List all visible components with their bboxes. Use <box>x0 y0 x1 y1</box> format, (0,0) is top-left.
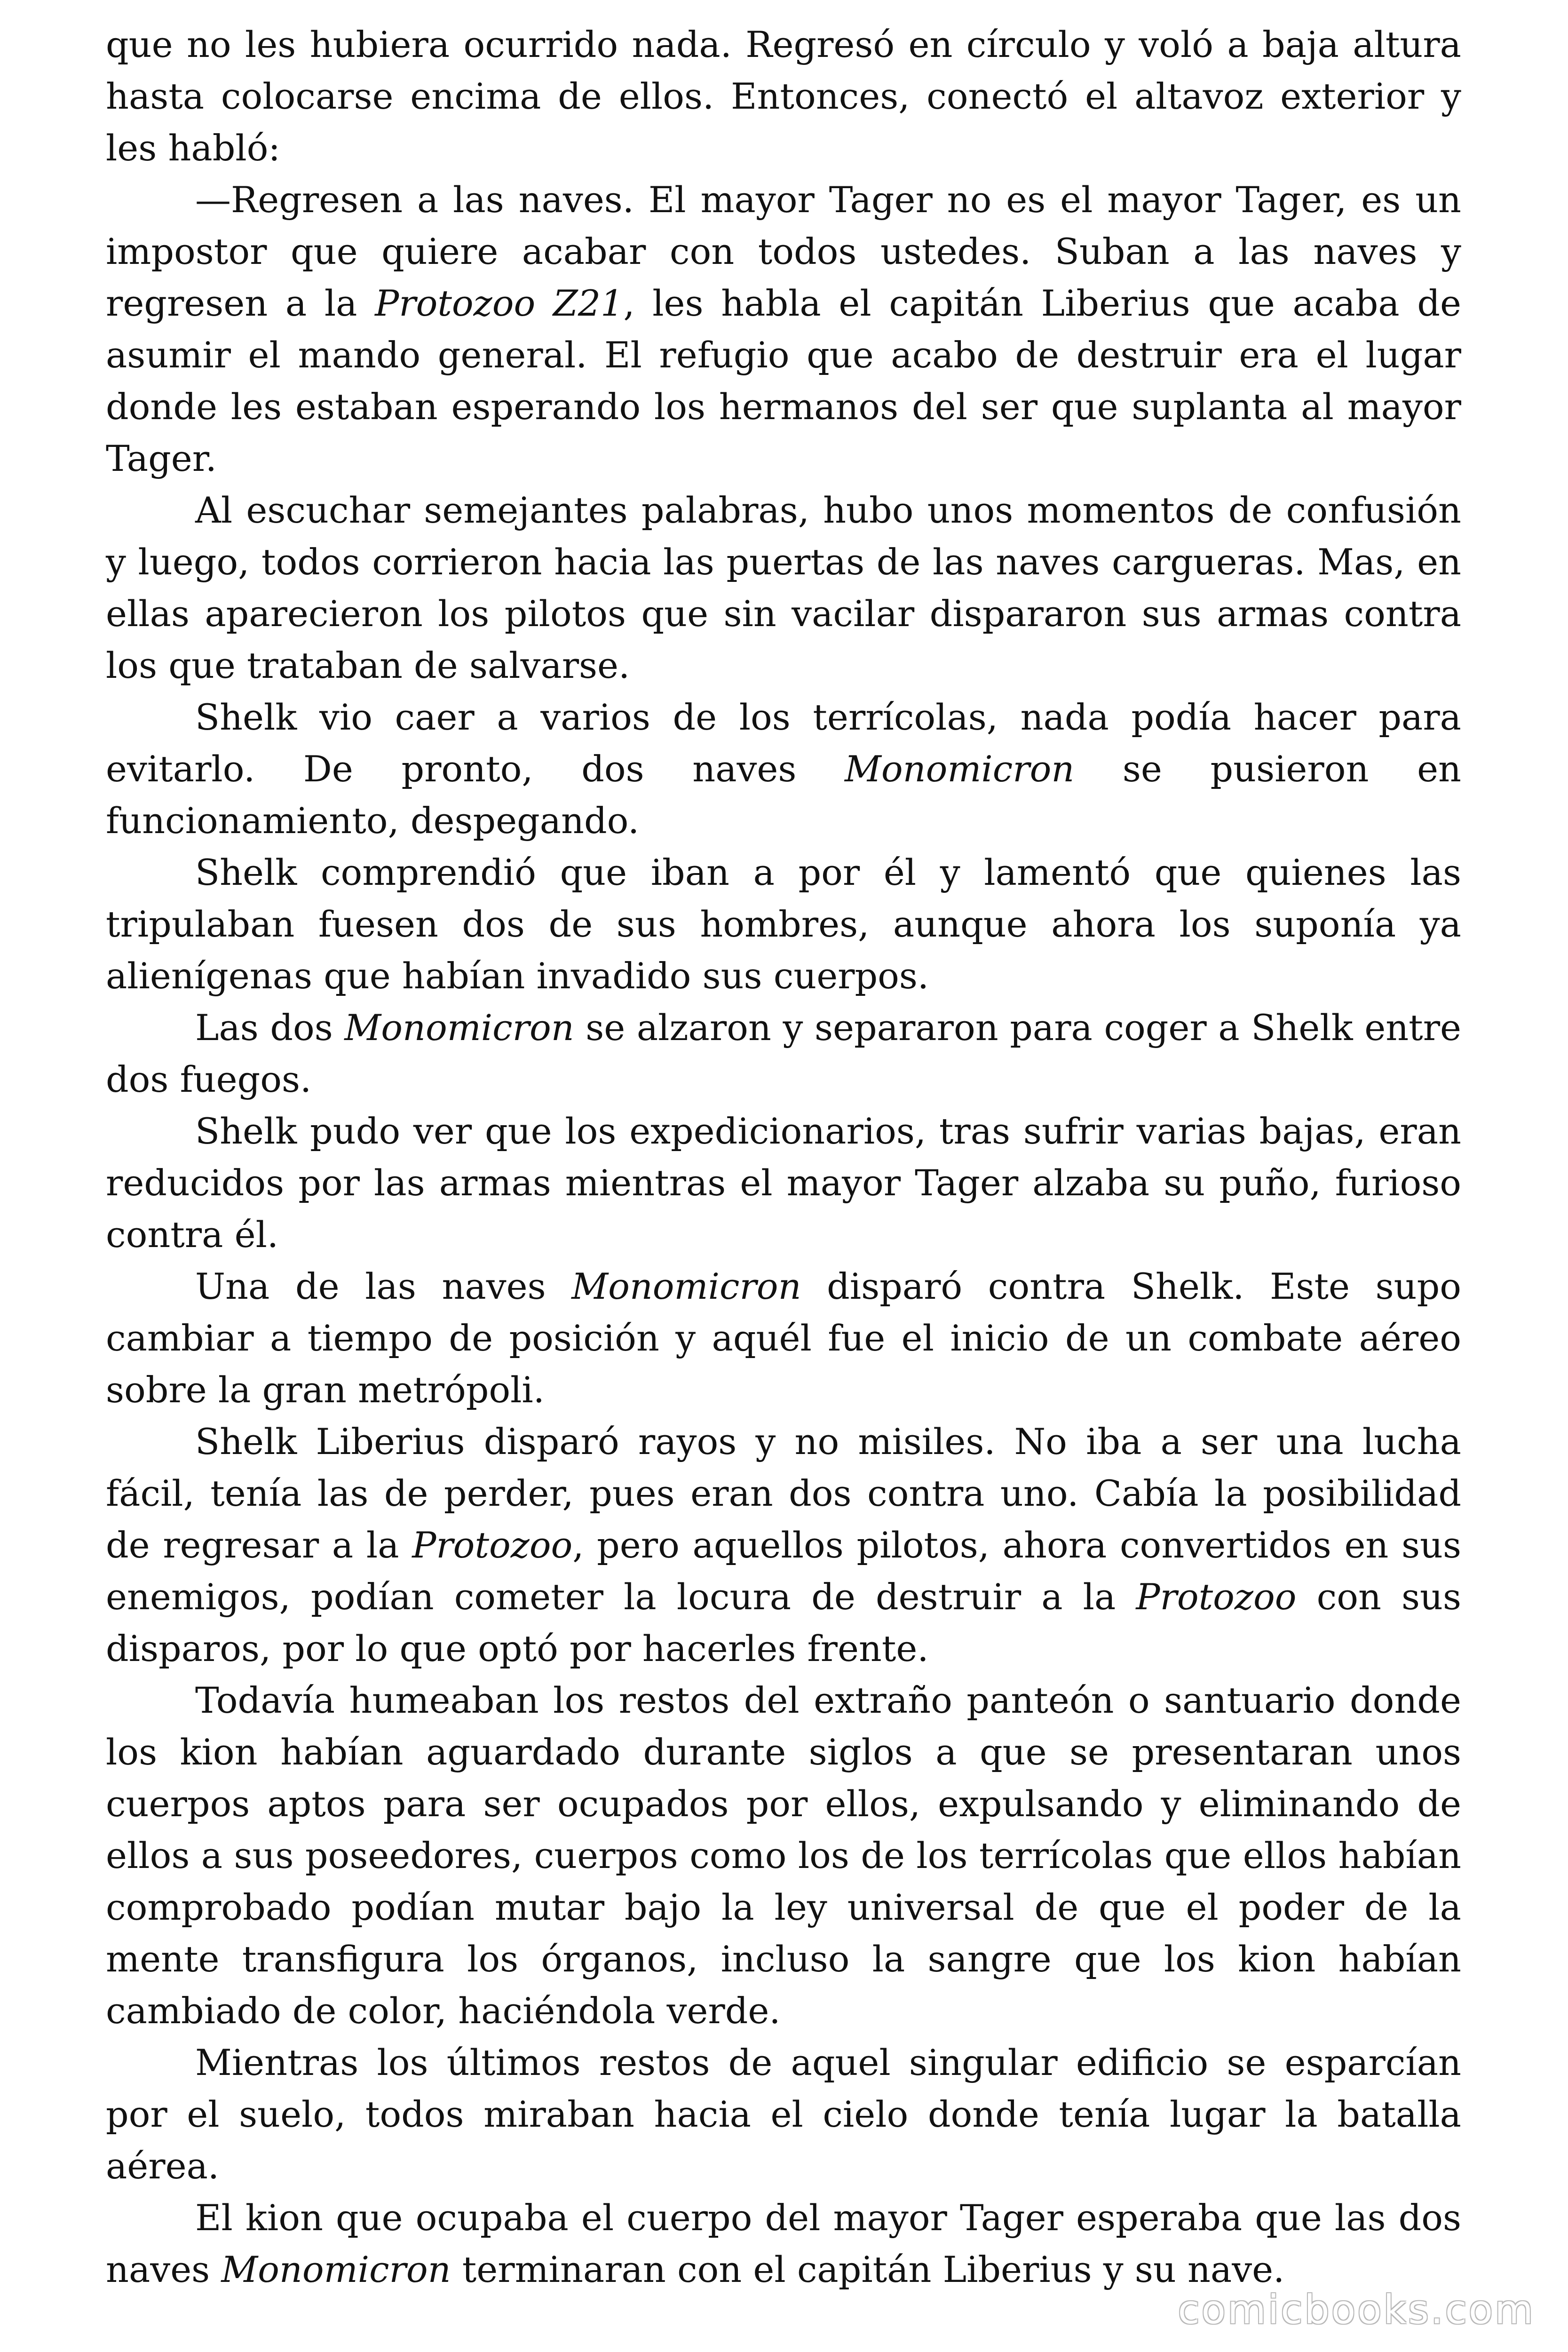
paragraph-text: , pero aquellos pilotos, ahora convertidos en sus enemigos, podían cometer la locura de destruir a la <box>106 1524 1462 1618</box>
italic-title-text: Protozoo <box>1136 1576 1297 1618</box>
italic-title-text: Monomicron <box>571 1265 801 1307</box>
paragraph-text: Shelk comprendió que iban a por él y lamentó que quienes las tripulaban fuesen dos de sus hombres, aunque ahora los suponía ya alienígenas que habían invadido sus cuerpos. <box>106 851 1461 997</box>
paragraph-text: Shelk vio caer a varios de los terrícolas, nada podía hacer para evitarlo. De pronto, dos naves <box>106 696 1461 790</box>
paragraph-text: que no les hubiera ocurrido nada. Regresó en círculo y voló a baja altura hasta colocarse encima de ellos. Entonces, conectó el altavoz exterior y les habló: <box>106 24 1461 169</box>
paragraph-text: Shelk Liberius disparó rayos y no misiles. No iba a ser una lucha fácil, tenía las de perder, pues eran dos contra uno. Cabía la posibilidad de regresar a la <box>106 1421 1461 1566</box>
body-paragraph <box>106 19 1461 174</box>
book-page-text <box>106 19 1461 2296</box>
paragraph-text: Una de las naves <box>195 1265 572 1307</box>
body-paragraph <box>106 2037 1461 2192</box>
body-paragraph <box>106 174 1461 485</box>
italic-title-text: Protozoo <box>412 1524 573 1566</box>
body-paragraph <box>106 1416 1461 1675</box>
italic-title-text: Monomicron <box>344 1007 574 1049</box>
body-paragraph <box>106 1002 1461 1105</box>
paragraph-text: , les habla el capitán Liberius que acaba de asumir el mando general. El refugio que acabo de destruir era el lugar donde les estaban esperando los hermanos del ser que suplanta al mayor Tager. <box>106 282 1462 479</box>
body-paragraph <box>106 691 1461 847</box>
paragraph-text: disparó contra Shelk. Este supo cambiar a tiempo de posición y aquél fue el inicio de un combate aéreo sobre la gran metrópoli. <box>106 1265 1461 1411</box>
paragraph-text: se pusieron en funcionamiento, despegando. <box>106 748 1461 842</box>
italic-title-text: Monomicron <box>845 748 1075 790</box>
paragraph-text: Al escuchar semejantes palabras, hubo unos momentos de confusión y luego, todos corrieron hacia las puertas de las naves cargueras. Mas, en ellas aparecieron los pilotos que sin vacilar dispararon sus armas contra los que trataban de salvarse. <box>106 489 1461 686</box>
paragraph-text: —Regresen a las naves. El mayor Tager no es el mayor Tager, es un impostor que quiere acabar con todos ustedes. Suban a las naves y regresen a la <box>106 179 1461 324</box>
body-paragraph <box>106 1675 1461 2037</box>
body-paragraph <box>106 485 1461 691</box>
paragraph-text: Todavía humeaban los restos del extraño panteón o santuario donde los kion habían aguardado durante siglos a que se presentaran unos cuerpos aptos para ser ocupados por ellos, expulsando y eliminando de ellos a sus poseedores, cuerpos como los de los terrícolas que ellos habían comprobado podían mutar bajo la ley universal de que el poder de la mente transfigura los órganos, incluso la sangre que los kion habían cambiado de color, haciéndola verde. <box>106 1679 1461 2032</box>
watermark-text: comicbooks.com <box>1178 2287 1535 2333</box>
paragraph-text: Shelk pudo ver que los expedicionarios, tras sufrir varias bajas, eran reducidos por las armas mientras el mayor Tager alzaba su puño, furioso contra él. <box>106 1110 1461 1255</box>
paragraph-text: Las dos <box>195 1007 345 1049</box>
italic-title-text: Monomicron <box>221 2249 451 2290</box>
paragraph-text: El kion que ocupaba el cuerpo del mayor Tager esperaba que las dos naves <box>106 2197 1461 2290</box>
italic-title-text: Protozoo Z21 <box>375 282 624 324</box>
paragraph-text: Mientras los últimos restos de aquel singular edificio se esparcían por el suelo, todos miraban hacia el cielo donde tenía lugar la batalla aérea. <box>106 2042 1461 2187</box>
body-paragraph <box>106 847 1461 1002</box>
paragraph-text: con sus disparos, por lo que optó por hacerles frente. <box>106 1576 1461 1669</box>
paragraph-text: se alzaron y separaron para coger a Shelk entre dos fuegos. <box>106 1007 1461 1100</box>
body-paragraph <box>106 1261 1461 1416</box>
body-paragraph <box>106 2192 1461 2296</box>
paragraph-text: terminaran con el capitán Liberius y su nave. <box>451 2249 1285 2290</box>
body-paragraph <box>106 1105 1461 1261</box>
